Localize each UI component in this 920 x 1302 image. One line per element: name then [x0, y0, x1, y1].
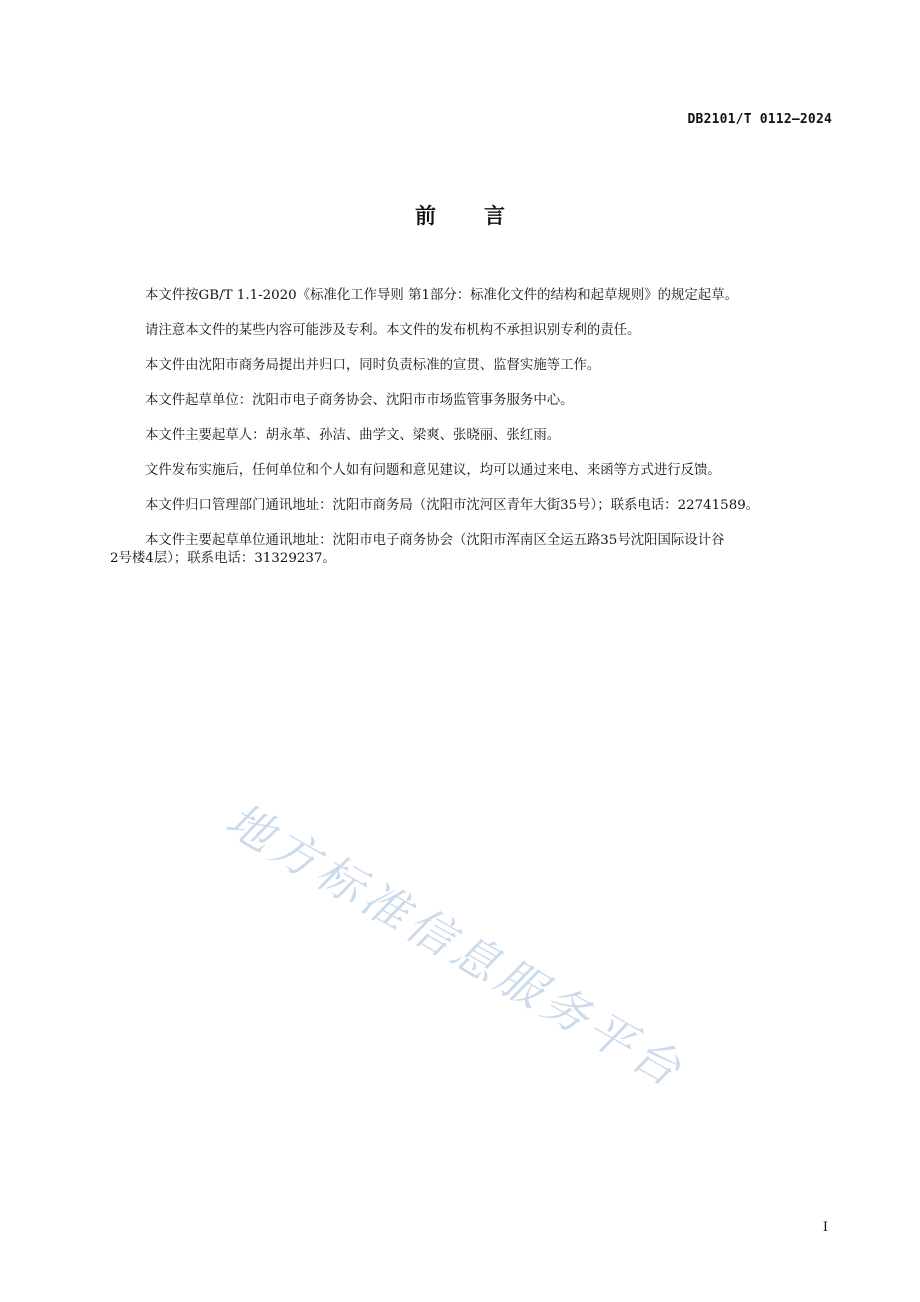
paragraph: 本文件主要起草人：胡永革、孙洁、曲学文、梁爽、张晓丽、张红雨。 — [145, 428, 561, 443]
paragraph: 本文件归口管理部门通讯地址：沈阳市商务局（沈阳市沈河区青年大街35号）；联系电话：22741589。 — [145, 498, 760, 513]
document-code: DB2101/T 0112—2024 — [687, 112, 832, 127]
paragraph-line: 本文件主要起草单位通讯地址：沈阳市电子商务协会（沈阳市浑南区全运五路35号沈阳国际设计谷 — [145, 533, 725, 548]
paragraph-line: 2号楼4层）；联系电话：31329237。 — [110, 551, 336, 566]
paragraph: 本文件按GB/T 1.1-2020《标准化工作导则 第1部分：标准化文件的结构和起草规则》的规定起草。 — [145, 288, 738, 303]
paragraph: 本文件由沈阳市商务局提出并归口，同时负责标准的宣贯、监督实施等工作。 — [145, 358, 601, 373]
page-number: I — [822, 1220, 828, 1235]
watermark: 地方标准信息服务平台 — [217, 792, 695, 1099]
foreword-body — [110, 287, 832, 585]
paragraph: 本文件起草单位：沈阳市电子商务协会、沈阳市市场监管事务服务中心。 — [145, 393, 574, 408]
paragraph: 文件发布实施后，任何单位和个人如有问题和意见建议，均可以通过来电、来函等方式进行反馈。 — [145, 463, 721, 478]
section-title: 前言 — [415, 204, 553, 228]
paragraph: 请注意本文件的某些内容可能涉及专利。本文件的发布机构不承担识别专利的责任。 — [145, 323, 641, 338]
